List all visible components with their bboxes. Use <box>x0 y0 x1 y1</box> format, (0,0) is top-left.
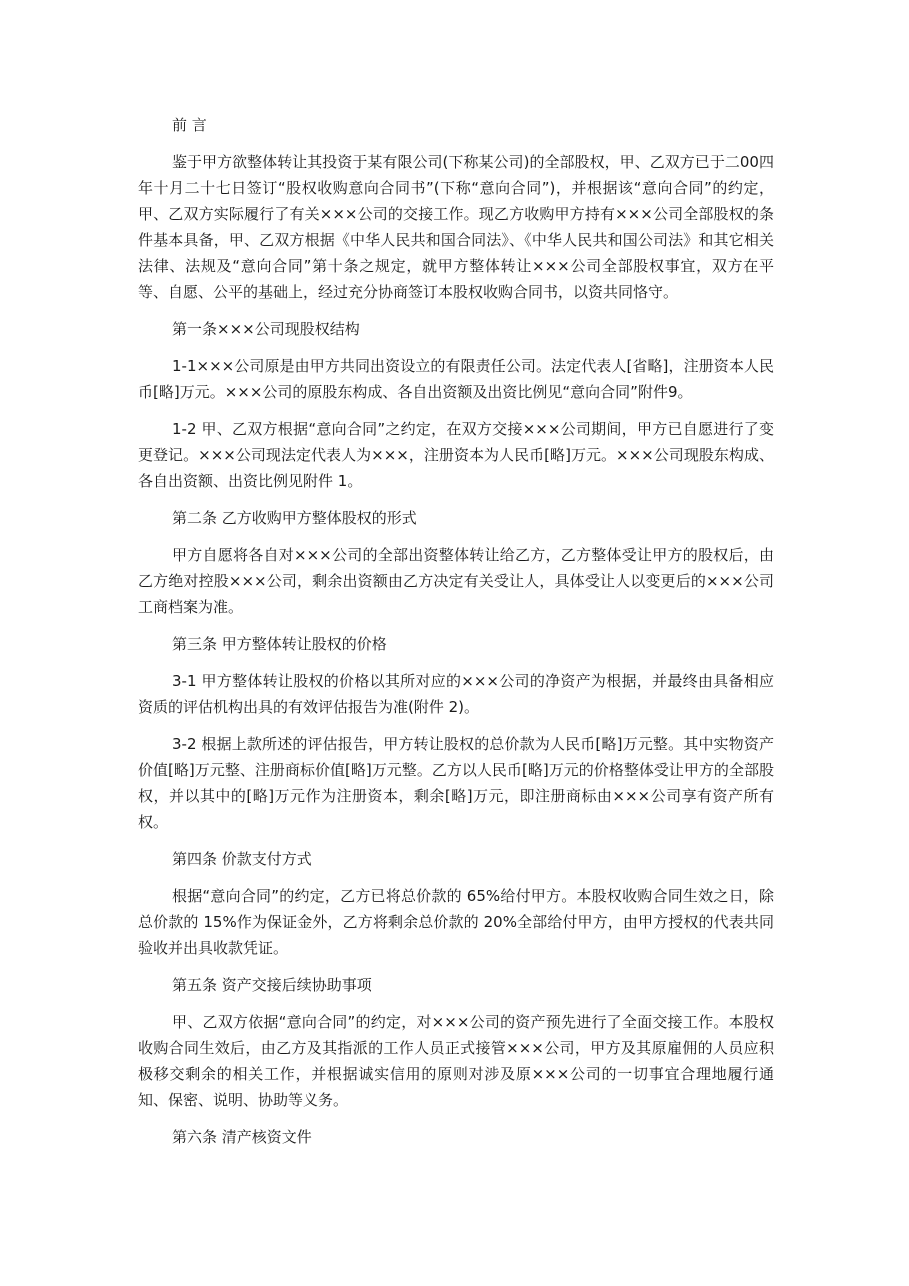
article-1-title: 第一条×××公司现股权结构 <box>172 320 360 338</box>
article-3-2-paragraph: 3-2 根据上款所述的评估报告，甲方转让股权的总价款为人民币[略]万元整。其中实物资产价值[略]万元整、注册商标价值[略]万元整。乙方以人民币[略]万元的价格整体受让甲方的全部股权，并以其中的[略]万元作为注册资本，剩余[略]万元，即注册商标由×××公司享有资产所有权。 <box>138 735 774 831</box>
document-page <box>138 112 774 1161</box>
article-6-title: 第六条 清产核资文件 <box>172 1128 312 1146</box>
article-5-paragraph: 甲、乙双方依据“意向合同”的约定，对×××公司的资产预先进行了全面交接工作。本股权收购合同生效后，由乙方及其指派的工作人员正式接管×××公司，甲方及其原雇佣的人员应积极移交剩余的相关工作，并根据诚实信用的原则对涉及原×××公司的一切事宜合理地履行通知、保密、说明、协助等义务。 <box>138 1013 774 1109</box>
preface-title: 前 言 <box>172 116 207 134</box>
article-3-1-paragraph: 3-1 甲方整体转让股权的价格以其所对应的×××公司的净资产为根据，并最终由具备相应资质的评估机构出具的有效评估报告为准(附件 2)。 <box>138 672 774 716</box>
article-1-1-paragraph: 1-1×××公司原是由甲方共同出资设立的有限责任公司。法定代表人[省略]，注册资本人民币[略]万元。×××公司的原股东构成、各自出资额及出资比例见“意向合同”附件9。 <box>138 357 774 401</box>
article-1-2-paragraph: 1-2 甲、乙双方根据“意向合同”之约定，在双方交接×××公司期间，甲方已自愿进行了变更登记。×××公司现法定代表人为×××，注册资本为人民币[略]万元。×××公司现股东构成、各自出资额、出资比例见附件 1。 <box>138 420 774 490</box>
article-4-title: 第四条 价款支付方式 <box>172 850 312 868</box>
article-5-title: 第五条 资产交接后续协助事项 <box>172 976 372 994</box>
article-2-title: 第二条 乙方收购甲方整体股权的形式 <box>172 509 417 527</box>
article-2-paragraph: 甲方自愿将各自对×××公司的全部出资整体转让给乙方，乙方整体受让甲方的股权后，由乙方绝对控股×××公司，剩余出资额由乙方决定有关受让人，具体受让人以变更后的×××公司工商档案为准。 <box>138 546 774 616</box>
article-3-title: 第三条 甲方整体转让股权的价格 <box>172 635 387 653</box>
article-4-paragraph: 根据“意向合同”的约定，乙方已将总价款的 65%给付甲方。本股权收购合同生效之日，除总价款的 15%作为保证金外，乙方将剩余总价款的 20%全部给付甲方，由甲方授权的代表共同验收并出具收款凭证。 <box>138 887 774 957</box>
preface-paragraph: 鉴于甲方欲整体转让其投资于某有限公司(下称某公司)的全部股权，甲、乙双方已于二00四年十月二十七日签订“股权收购意向合同书”(下称“意向合同”)，并根据该“意向合同”的约定，甲、乙双方实际履行了有关×××公司的交接工作。现乙方收购甲方持有×××公司全部股权的条件基本具备，甲、乙双方根据《中华人民共和国合同法》、《中华人民共和国公司法》和其它相关法律、法规及“意向合同”第十条之规定，就甲方整体转让×××公司全部股权事宜，双方在平等、自愿、公平的基础上，经过充分协商签订本股权收购合同书，以资共同恪守。 <box>138 153 774 301</box>
